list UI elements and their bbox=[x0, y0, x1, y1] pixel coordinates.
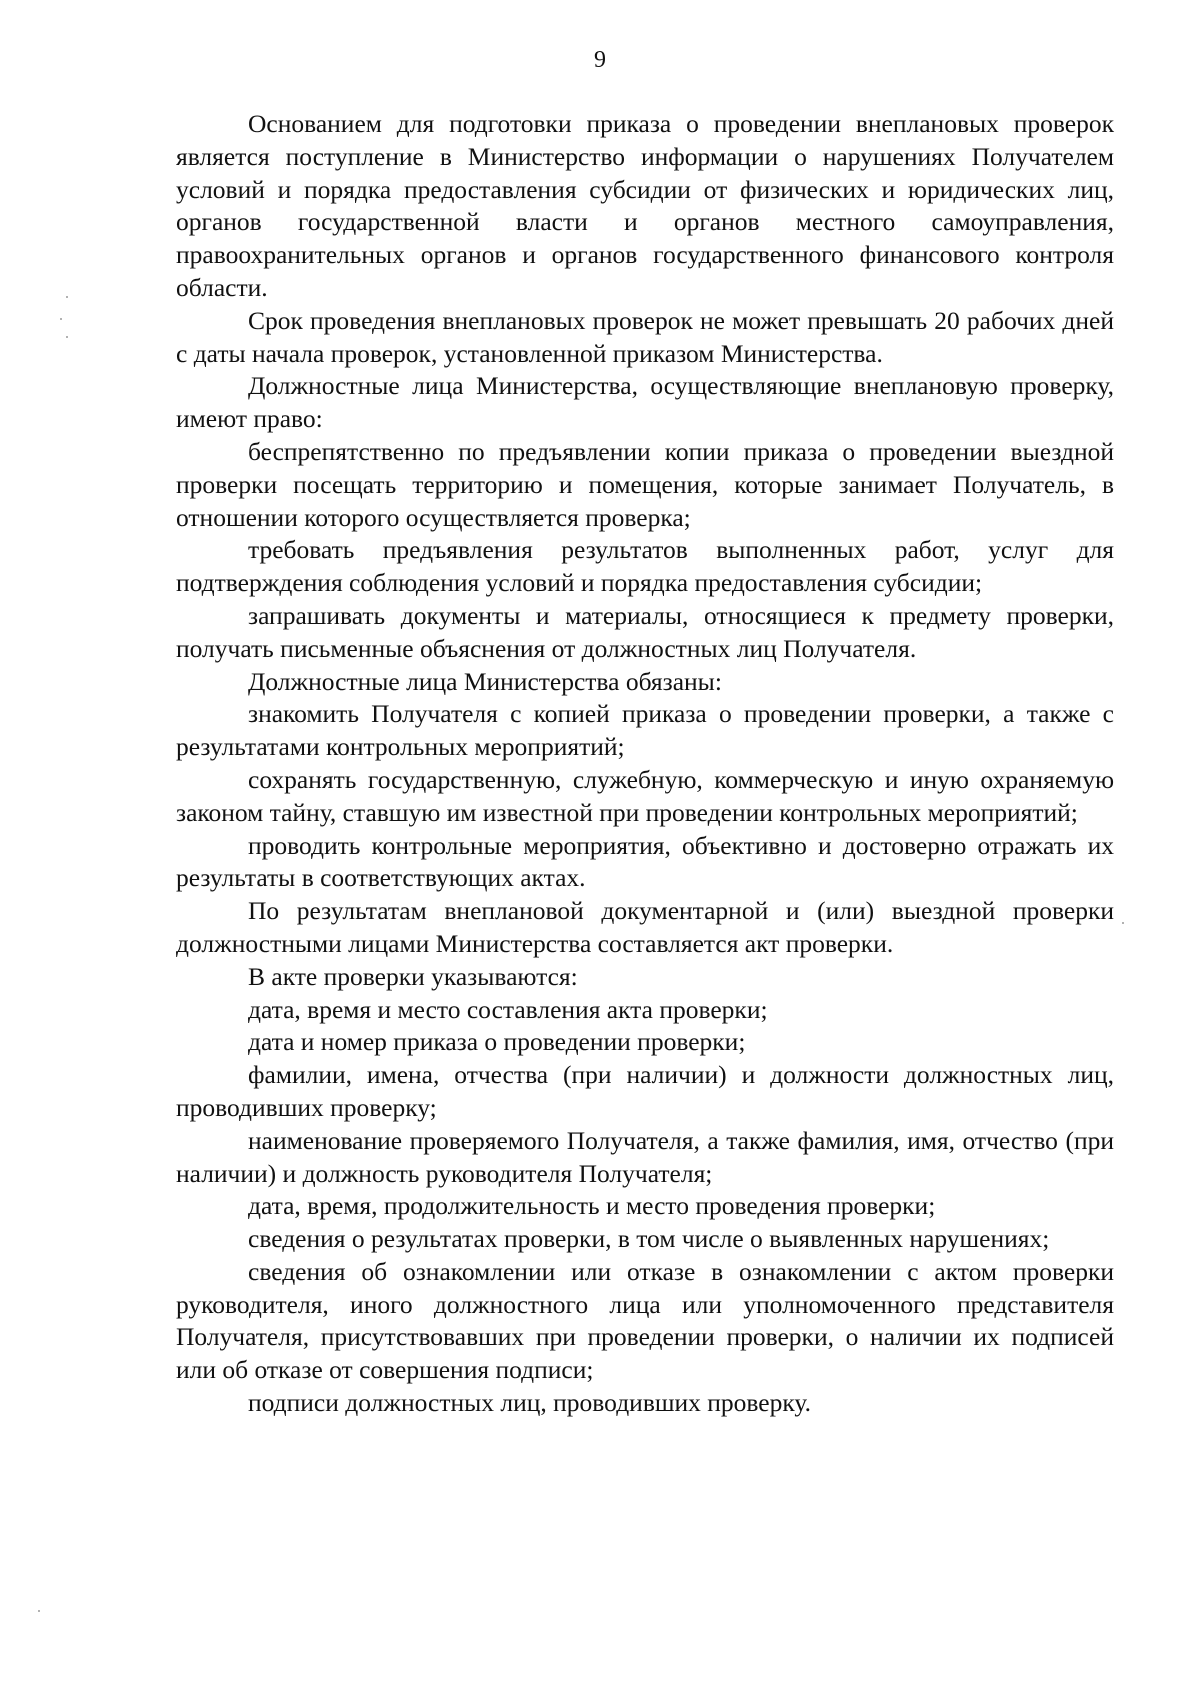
paragraph-act-item-signatures: подписи должностных лиц, проводивших проверку. bbox=[248, 1388, 811, 1418]
paragraph-act-item-results: сведения о результатах проверки, в том числе о выявленных нарушениях; bbox=[248, 1224, 1050, 1254]
paragraph-duty-conduct-objectively: проводить контрольные мероприятия, объективно и достоверно отражать их результаты в соответствующих актах. bbox=[176, 830, 1114, 893]
paragraph-grounds-for-order: Основанием для подготовки приказа о проведении внеплановых проверок является поступление в Министерство информации о нарушениях Получателем условий и порядка предоставления субсидии от физических и юридических лиц, органов государственной власти и органов местного самоуправления, правоохранительных органов и органов государственного финансового контроля области. bbox=[176, 109, 1114, 302]
paragraph-inspection-term: Срок проведения внеплановых проверок не может превышать 20 рабочих дней с даты начала проверок, установленной приказом Министерства. bbox=[176, 305, 1114, 368]
paragraph-act-item-order-number: дата и номер приказа о проведении проверки; bbox=[248, 1027, 746, 1057]
paragraph-officials-duties-intro: Должностные лица Министерства обязаны: bbox=[248, 666, 722, 696]
paragraph-act-item-duration: дата, время, продолжительность и место проведения проверки; bbox=[248, 1191, 936, 1221]
scan-speck bbox=[38, 1610, 40, 1612]
paragraph-act-item-date-place: дата, время и место составления акта проверки; bbox=[248, 994, 768, 1024]
paragraph-inspection-act: По результатам внеплановой документарной и (или) выездной проверки должностными лицами Министерства составляется акт проверки. bbox=[176, 896, 1114, 958]
paragraph-duty-keep-secret: сохранять государственную, служебную, коммерческую и иную охраняемую законом тайну, ставшую им известной при проведении контрольных мероприятий; bbox=[176, 764, 1114, 827]
paragraph-act-item-recipient: наименование проверяемого Получателя, а также фамилия, имя, отчество (при наличии) и должность руководителя Получателя; bbox=[176, 1125, 1114, 1188]
scan-speck bbox=[1122, 922, 1124, 924]
paragraph-act-item-inspectors: фамилии, имена, отчества (при наличии) и должности должностных лиц, проводивших проверку; bbox=[176, 1060, 1114, 1122]
scan-speck bbox=[60, 318, 62, 320]
paragraph-right-visit-premises: беспрепятственно по предъявлении копии приказа о проведении выездной проверки посещать территорию и помещения, которые занимает Получатель, в отношении которого осуществляется проверка; bbox=[176, 436, 1114, 532]
page-number: 9 bbox=[594, 47, 606, 73]
paragraph-duty-familiarize: знакомить Получателя с копией приказа о проведении проверки, а также с результатами контрольных мероприятий; bbox=[176, 699, 1114, 762]
scan-speck bbox=[66, 296, 68, 298]
paragraph-right-request-documents: запрашивать документы и материалы, относящиеся к предмету проверки, получать письменные объяснения от должностных лиц Получателя. bbox=[176, 600, 1114, 663]
paragraph-act-contents-intro: В акте проверки указываются: bbox=[248, 961, 578, 991]
paragraph-officials-rights-intro: Должностные лица Министерства, осуществляющие внеплановую проверку, имеют право: bbox=[176, 371, 1114, 434]
scan-speck bbox=[66, 336, 68, 338]
paragraph-act-item-acknowledgement: сведения об ознакомлении или отказе в ознакомлении с актом проверки руководителя, иного должностного лица или уполномоченного представителя Получателя, присутствовавших при проведении проверки, о наличии их подписей или об отказе от совершения подписи; bbox=[176, 1256, 1114, 1385]
paragraph-right-demand-results: требовать предъявления результатов выполненных работ, услуг для подтверждения соблюдения условий и порядка предоставления субсидии; bbox=[176, 535, 1114, 598]
document-body bbox=[176, 108, 1114, 1420]
